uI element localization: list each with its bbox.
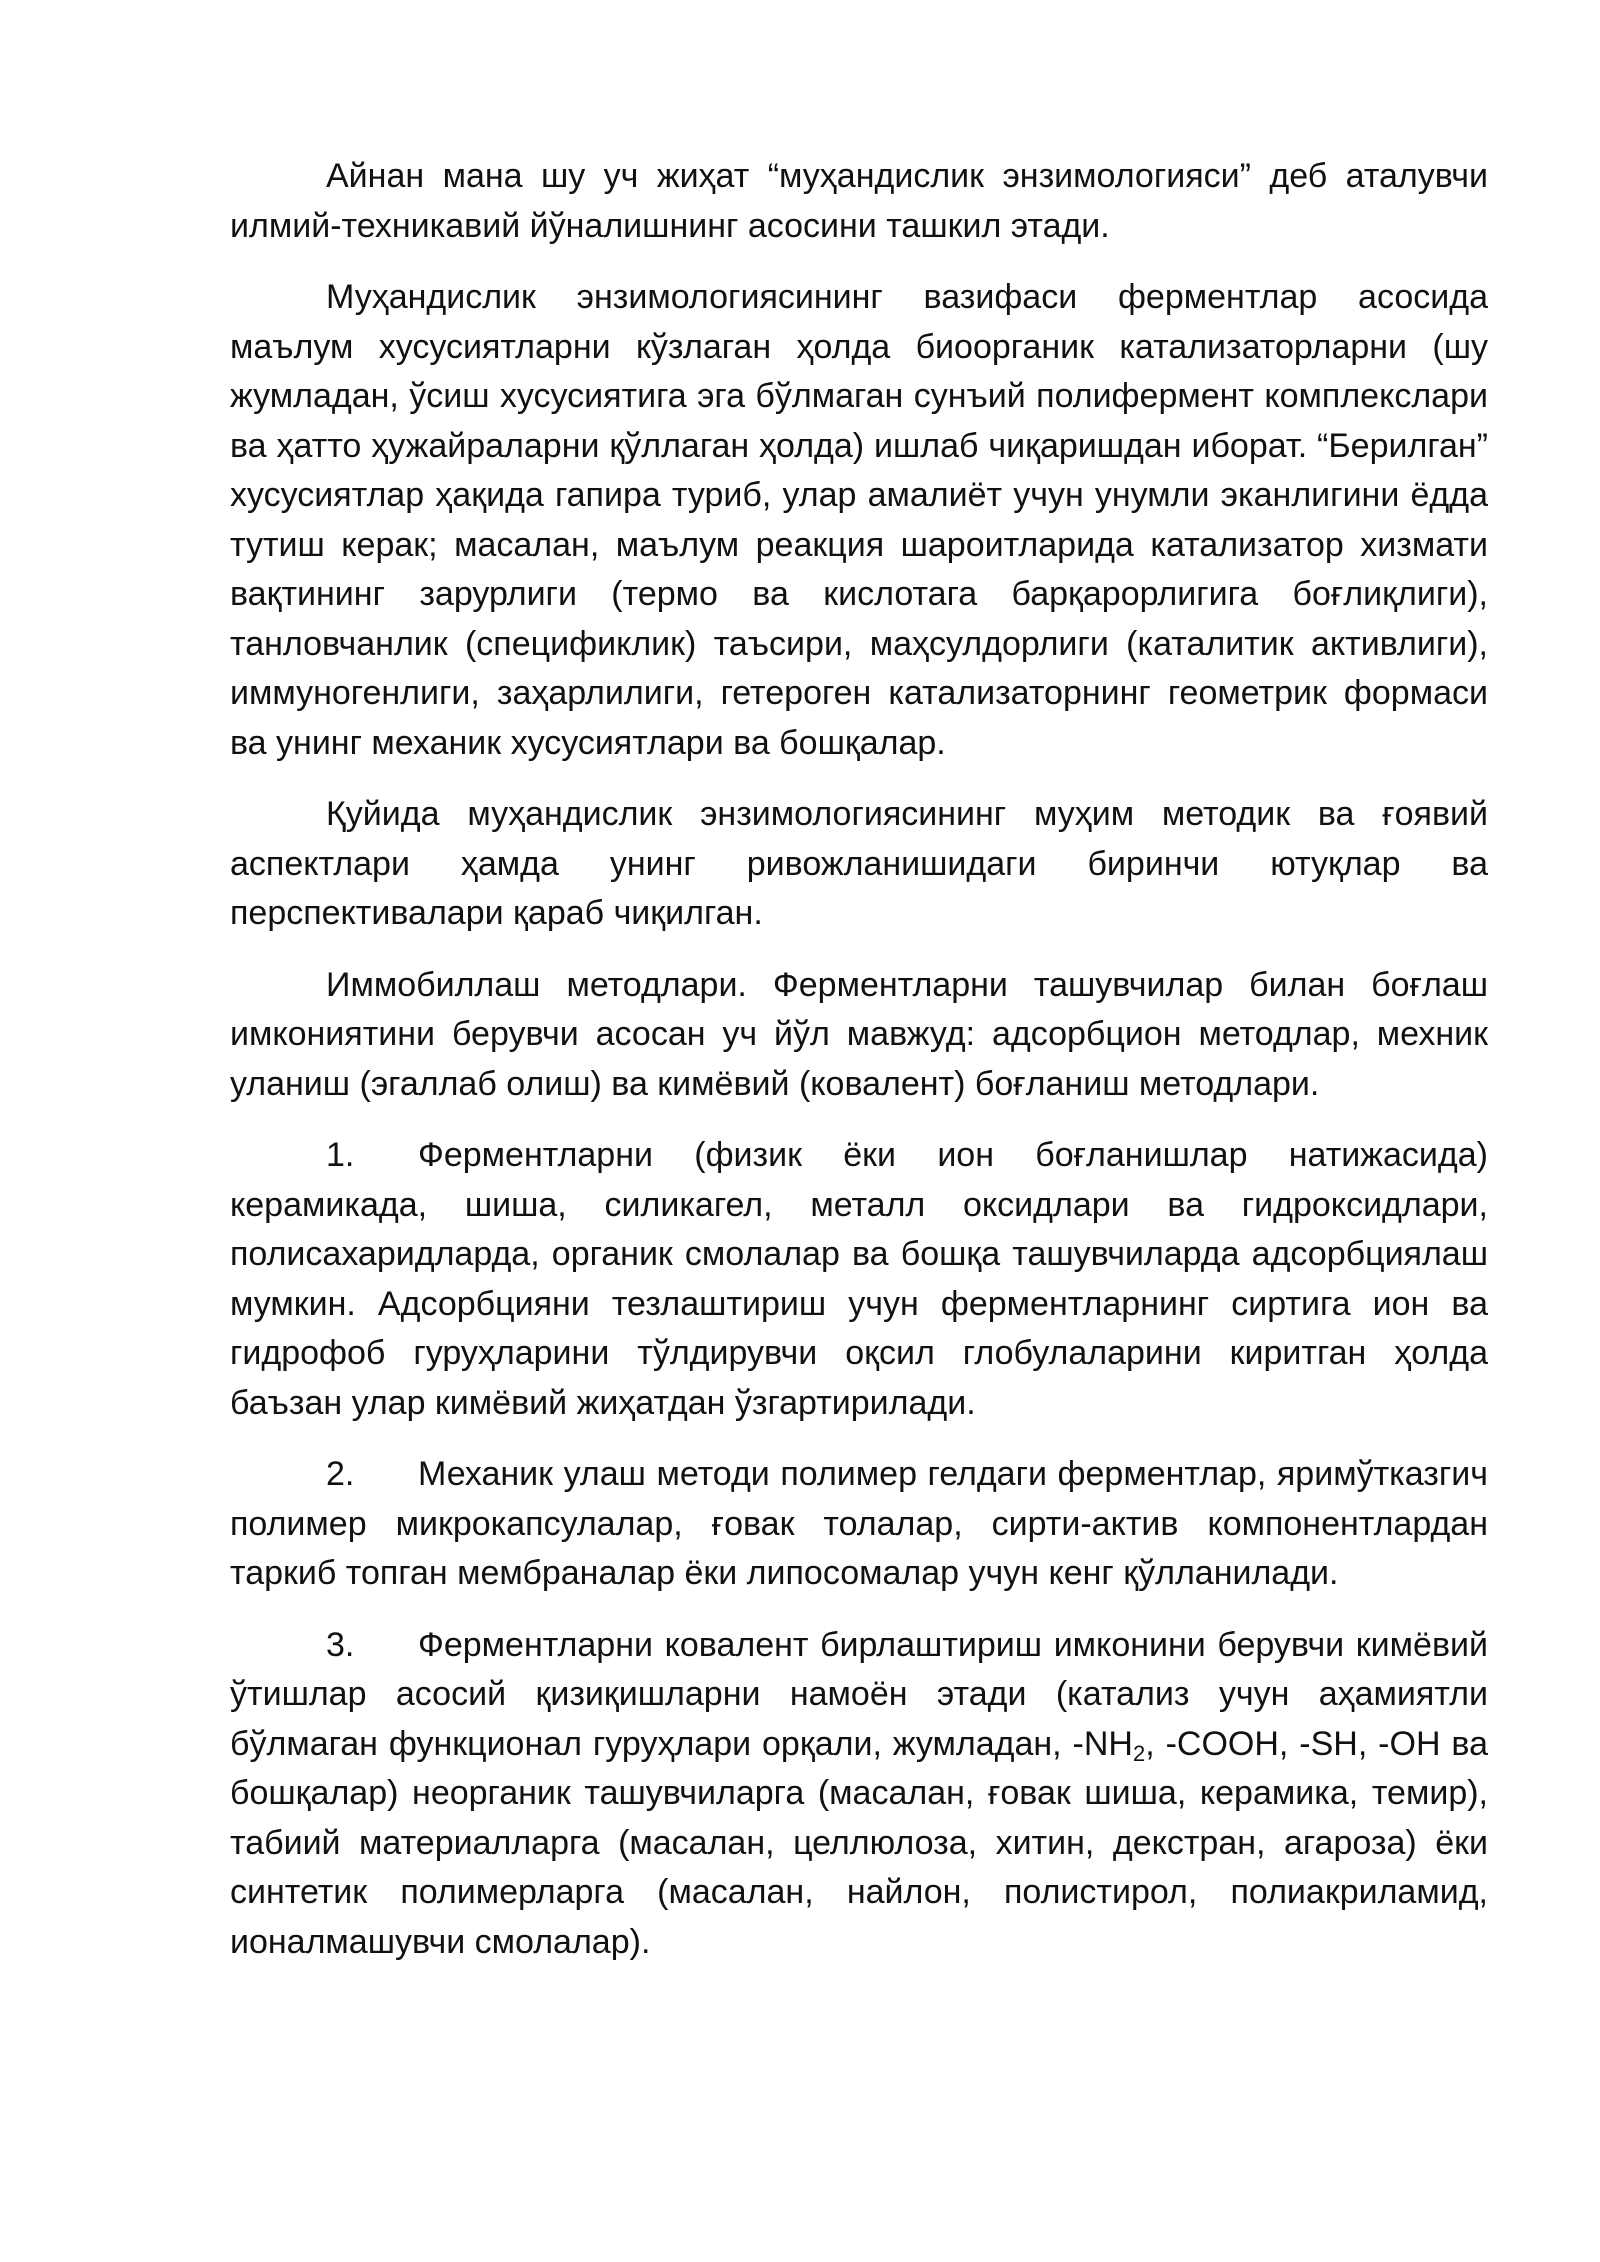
paragraph-immobilization-methods: Иммобиллаш методлари. Ферментларни ташувчилар билан боғлаш имкониятини берувчи асосан уч йўл мавжуд: адсорбцион методлар, мехник уланиш (эгаллаб олиш) ва кимёвий (ковалент) боғланиш методлари. xyxy=(230,965,1488,1103)
paragraph-engineering-task: Муҳандислик энзимологиясининг вазифаси ферментлар асосида маълум хусусиятларни кўзлаган ҳолда биоорганик катализаторларни (шу жумладан, ўсиш хусусиятига эга бўлмаган сунъий полифермент комплекслари ва ҳатто ҳужайраларни қўллаган ҳолда) ишлаб чиқаришдан иборат. “Берилган” хусусиятлар ҳақида гапира туриб, улар амалиёт учун унумли эканлигини ёдда тутиш керак; масалан, маълум реакция шароитларида катализатор хизмати вақтининг зарурлиги (термо ва кислотага барқарорлигига боғлиқлиги), танловчанлик (спецификлик) таъсири, маҳсулдорлиги (каталитик активлиги), иммуногенлиги, заҳарлилиги, гетероген катализаторнинг геометрик формаси ва унинг механик хусусиятлари ва бошқалар. xyxy=(230,278,1488,762)
paragraph-intro: Айнан мана шу уч жиҳат “муҳандислик энзимологияси” деб аталувчи илмий-техникавий йўналишнинг асосини ташкил этади. xyxy=(230,157,1488,245)
list-item-text: Механик улаш методи полимер гелдаги ферментлар, яримўтказгич полимер микрокапсулалар, ғовак толалар, сирти-актив компонентлардан таркиб топган мембраналар ёки липосомалар учун кенг қўлланилади. xyxy=(230,1455,1488,1592)
list-item-covalent xyxy=(230,1621,1488,1968)
list-item-number: 2. xyxy=(326,1455,355,1493)
paragraph-aspects: Қуйида муҳандислик энзимологиясининг муҳим методик ва ғоявий аспектлари ҳамда унинг ривожланишидаги биринчи ютуқлар ва перспективалари қараб чиқилган. xyxy=(230,795,1488,932)
subscript-2: 2 xyxy=(1132,1740,1146,1766)
list-item-text: Ферментларни (физик ёки ион боғланишлар натижасида) керамикада, шиша, силикагел, металл оксидлари ва гидроксидлари, полисахаридларда, органик смолалар ва бошқа ташувчиларда адсорбциялаш мумкин. Адсорбцияни тезлаштириш учун ферментларнинг сиртига ион ва гидрофоб гуруҳларини тўлдирувчи оқсил глобулаларини киритган ҳолда баъзан улар кимёвий жиҳатдан ўзгартирилади. xyxy=(230,1136,1488,1422)
list-item-mechanical xyxy=(230,1450,1488,1599)
list-item-adsorption xyxy=(230,1131,1488,1428)
list-item-number: 3. xyxy=(326,1625,355,1664)
document-page xyxy=(230,152,1488,1989)
list-item-text-part2: , -COOH, -SH, -OH ва бошқалар) неорганик ташувчиларга (масалан, ғовак шиша, керамика, темир), табиий материалларга (масалан, целлюлоза, хитин, декстран, агароза) ёки синтетик полимерларга (масалан, найлон, полистирол, полиакриламид, ионалмашувчи смолалар). xyxy=(230,1724,1489,1961)
list-item-number: 1. xyxy=(326,1136,355,1174)
list-item-text-part1: Ферментларни ковалент бирлаштириш имконини берувчи кимёвий ўтишлар асосий қизиқишларни намоён этади (катализ учун аҳамиятли бўлмаган функционал гуруҳлари орқали, жумладан, -NH xyxy=(230,1625,1488,1763)
